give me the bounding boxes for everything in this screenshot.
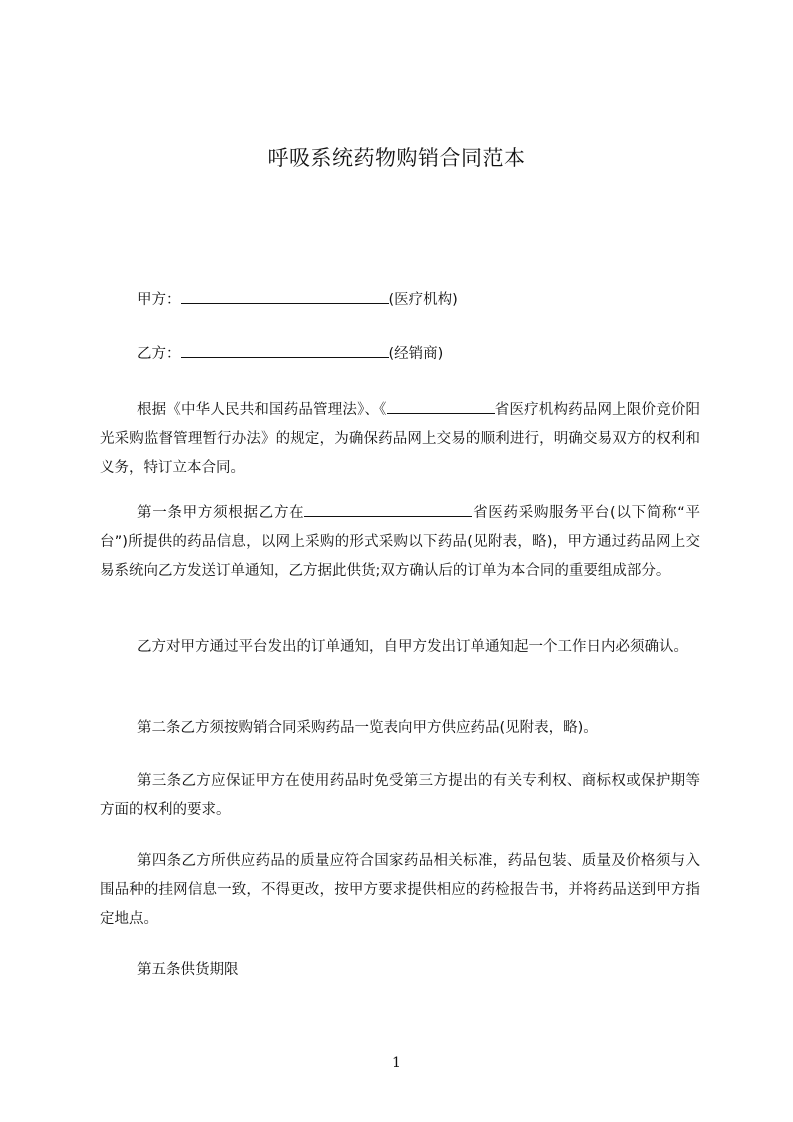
article-1-confirm-paragraph: 乙方对甲方通过平台发出的订单通知，自甲方发出订单通知起一个工作日内必须确认。 [137, 639, 688, 655]
article-4-paragraph: 第四条乙方所供应药品的质量应符合国家药品相关标准，药品包装、质量及价格须与入围品种的挂网信息一致，不得更改，按甲方要求提供相应的药检报告书，并将药品送到甲方指定地点。 [100, 853, 700, 927]
intro-text-end: 省医疗机构药品网上限价竞价阳光采购监督管理暂行办法》的规定，为确保药品网上交易的顺利进行，明确交易双方的权利和义务，特订立本合同。 [100, 402, 700, 476]
article-1-text-end: 省医药采购服务平台(以下简称“平台”)所提供的药品信息，以网上采购的形式采购以下药品(见附表，略)，甲方通过药品网上交易系统向乙方发送订单通知，乙方据此供货;双方确认后的订单为本合同的重要组成部分。 [100, 505, 700, 579]
intro-paragraph [100, 396, 700, 483]
party-b-label: 乙方： [137, 346, 181, 362]
article-1-paragraph [100, 499, 700, 586]
party-a-note: (医疗机构) [388, 292, 458, 308]
party-a-line [137, 286, 737, 315]
party-b-note: (经销商) [388, 346, 444, 362]
article-5-heading: 第五条供货期限 [137, 962, 239, 978]
platform-province-blank [304, 502, 472, 517]
page-number: 1 [392, 1055, 401, 1071]
province-blank [387, 399, 495, 414]
party-a-blank [181, 289, 389, 304]
party-b-blank [181, 343, 389, 358]
party-b-line [137, 340, 737, 369]
party-a-label: 甲方： [137, 292, 181, 308]
article-2-paragraph: 第二条乙方须按购销合同采购药品一览表向甲方供应药品(见附表，略)。 [137, 720, 598, 736]
article-1-text-start: 第一条甲方须根据乙方在 [137, 505, 305, 521]
intro-text-start: 根据《中华人民共和国药品管理法》、《 [137, 402, 387, 418]
document-title: 呼吸系统药物购销合同范本 [267, 146, 526, 170]
article-3-paragraph: 第三条乙方应保证甲方在使用药品时免受第三方提出的有关专利权、商标权或保护期等方面的权利的要求。 [100, 773, 700, 818]
